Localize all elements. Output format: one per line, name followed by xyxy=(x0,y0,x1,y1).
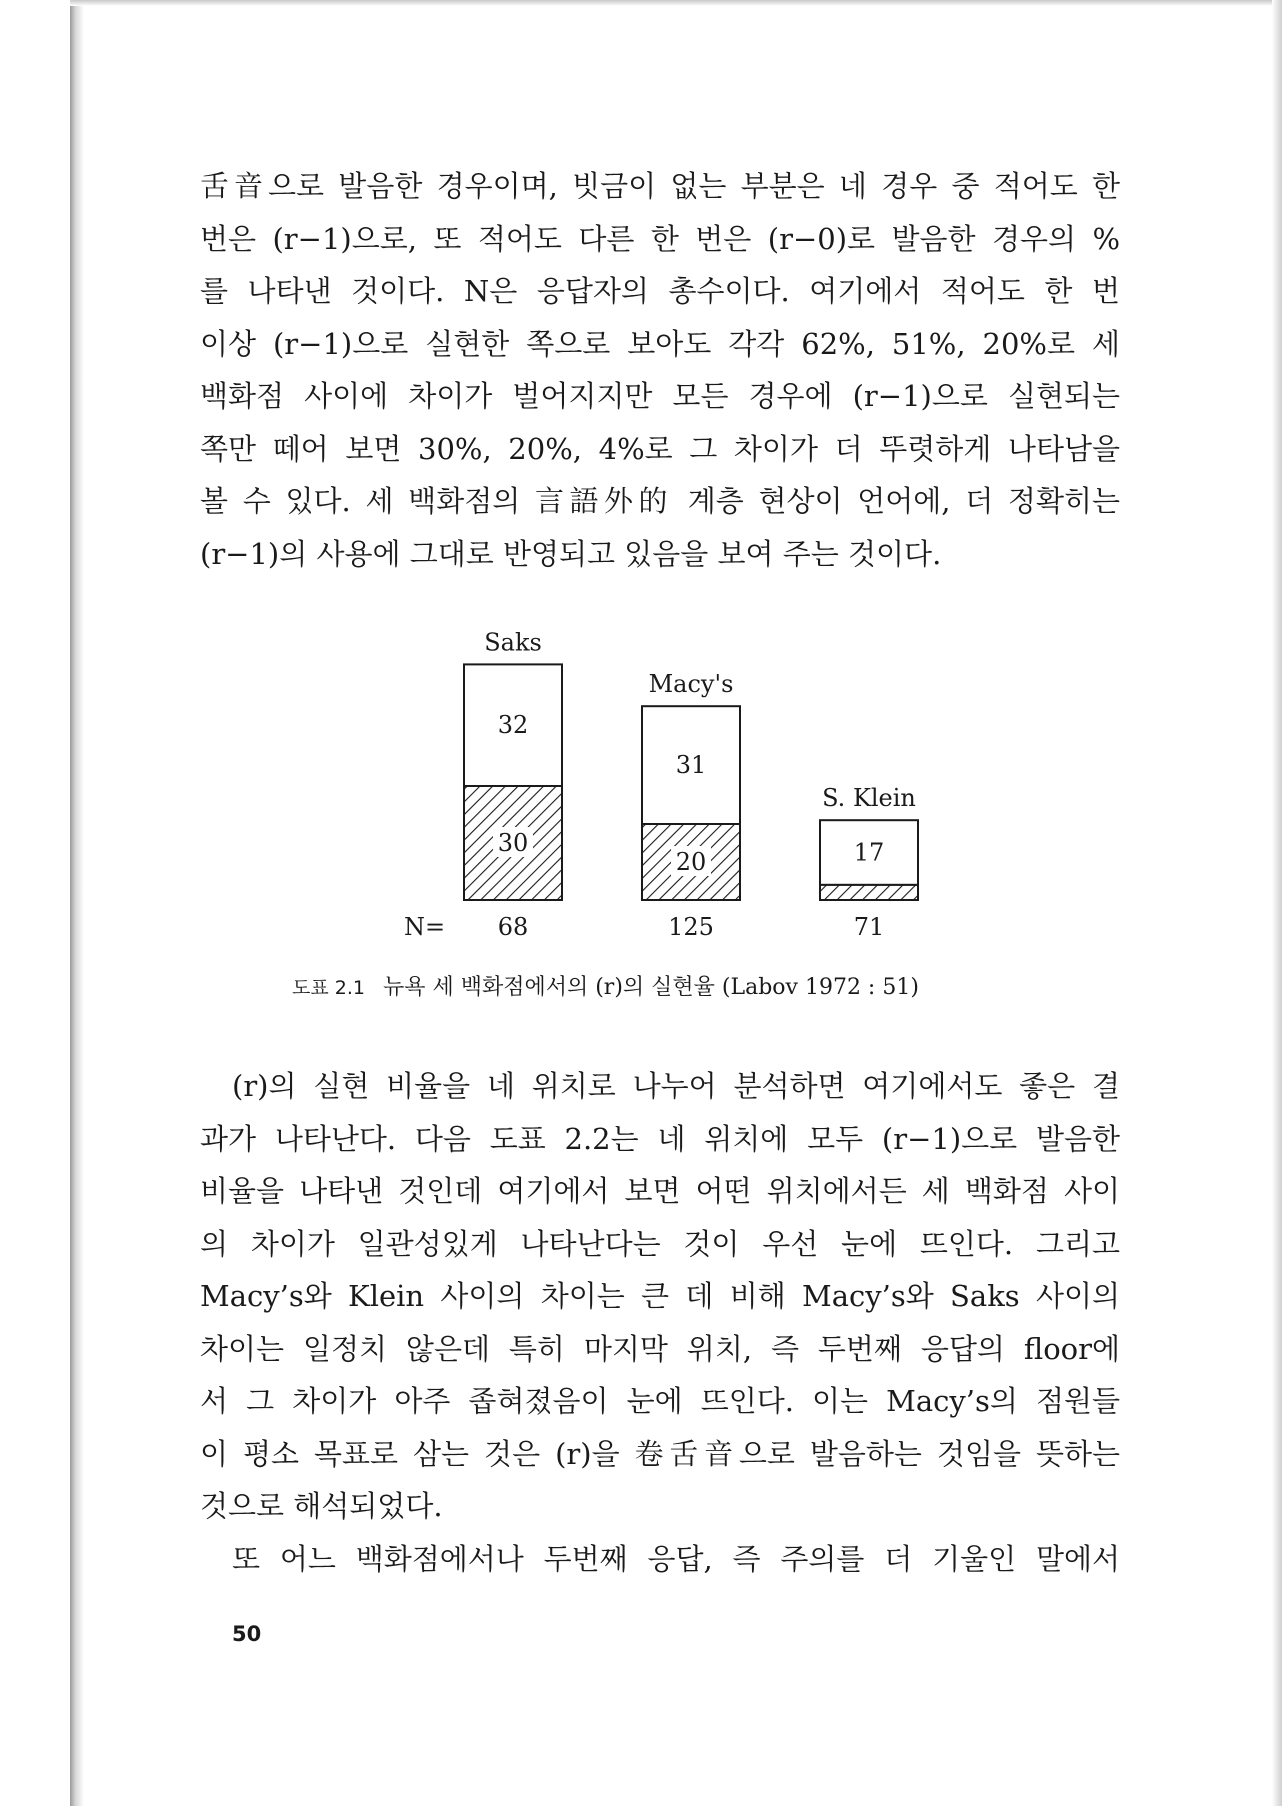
page-right-edge xyxy=(1272,0,1282,1806)
text-line: 쪽만 떼어 보면 30%, 20%, 4%로 그 차이가 더 뚜렷하게 나타남을 xyxy=(200,431,1120,466)
text-line: 비율을 나타낸 것인데 여기에서 보면 어떤 위치에서든 세 백화점 사이 xyxy=(200,1174,1120,1208)
text-line: Macy’s와 Klein 사이의 차이는 큰 데 비해 Macy’s와 Saks 사이의 xyxy=(200,1279,1120,1313)
figure-caption xyxy=(292,970,1052,1001)
paragraph-top xyxy=(200,160,1120,580)
data-label-hatched: 20 xyxy=(675,848,707,876)
text-line: 차이는 일정치 않은데 특히 마지막 위치, 즉 두번째 응답의 floor에 xyxy=(200,1331,1120,1366)
n-value: 68 xyxy=(497,913,529,941)
text-line: 또 어느 백화점에서나 두번째 응답, 즉 주의를 더 기울인 말에서 xyxy=(232,1541,1120,1576)
text-line: 의 차이가 일관성있게 나타난다는 것이 우선 눈에 뜨인다. 그리고 xyxy=(200,1226,1120,1261)
text-line: 번은 (r−1)으로, 또 적어도 다른 한 번은 (r−0)로 발음한 경우의 % xyxy=(200,221,1120,256)
text-line: 를 나타낸 것이다. N은 응답자의 총수이다. 여기에서 적어도 한 번 xyxy=(200,274,1120,308)
data-label-plain: 31 xyxy=(675,751,707,780)
text-line: 서 그 차이가 아주 좁혀졌음이 눈에 뜨인다. 이는 Macy’s의 점원들 xyxy=(200,1384,1120,1418)
text-line: 이상 (r−1)으로 실현한 쪽으로 보아도 각각 62%, 51%, 20%로 세 xyxy=(200,326,1120,361)
category-label: S. Klein xyxy=(822,784,916,813)
paragraph-bottom xyxy=(200,1060,1120,1585)
text-line: 舌音으로 발음한 경우이며, 빗금이 없는 부분은 네 경우 중 적어도 한 xyxy=(200,169,1120,203)
text-line: 백화점 사이에 차이가 벌어지지만 모든 경우에 (r−1)으로 실현되는 xyxy=(200,379,1120,413)
page-binding-edge xyxy=(70,0,84,1806)
text-line: (r−1)의 사용에 그대로 반영되고 있음을 보여 주는 것이다. xyxy=(200,536,942,571)
text-line: 볼 수 있다. 세 백화점의 言語外的 계층 현상이 언어에, 더 정확히는 xyxy=(200,484,1120,518)
data-label-plain: 32 xyxy=(497,711,529,740)
n-label: N= xyxy=(404,913,446,941)
data-label-hatched: 30 xyxy=(497,829,529,857)
text-line: 과가 나타난다. 다음 도표 2.2는 네 위치에 모두 (r−1)으로 발음한 xyxy=(200,1121,1120,1156)
category-label: Saks xyxy=(484,628,542,657)
page-number: 50 xyxy=(232,1622,262,1646)
text-line: (r)의 실현 비율을 네 위치로 나누어 분석하면 여기에서도 좋은 결 xyxy=(232,1069,1120,1103)
n-value: 125 xyxy=(668,913,714,941)
stacked-bar-chart xyxy=(380,618,960,948)
data-label-plain: 17 xyxy=(853,838,885,867)
text-line: 이 평소 목표로 삼는 것은 (r)을 卷舌音으로 발음하는 것임을 뜻하는 xyxy=(200,1436,1120,1471)
figure-number: 도표 2.1 xyxy=(292,977,365,999)
category-label: Macy's xyxy=(648,670,734,699)
figure-2-1-chart xyxy=(380,618,960,948)
page-top-edge xyxy=(70,0,1282,6)
caption-text: 뉴욕 세 백화점에서의 (r)의 실현율 (Labov 1972 : 51) xyxy=(382,975,919,1000)
text-line: 것으로 해석되었다. xyxy=(200,1489,443,1523)
n-value: 71 xyxy=(853,913,885,941)
bar-segment-hatched xyxy=(820,885,918,900)
